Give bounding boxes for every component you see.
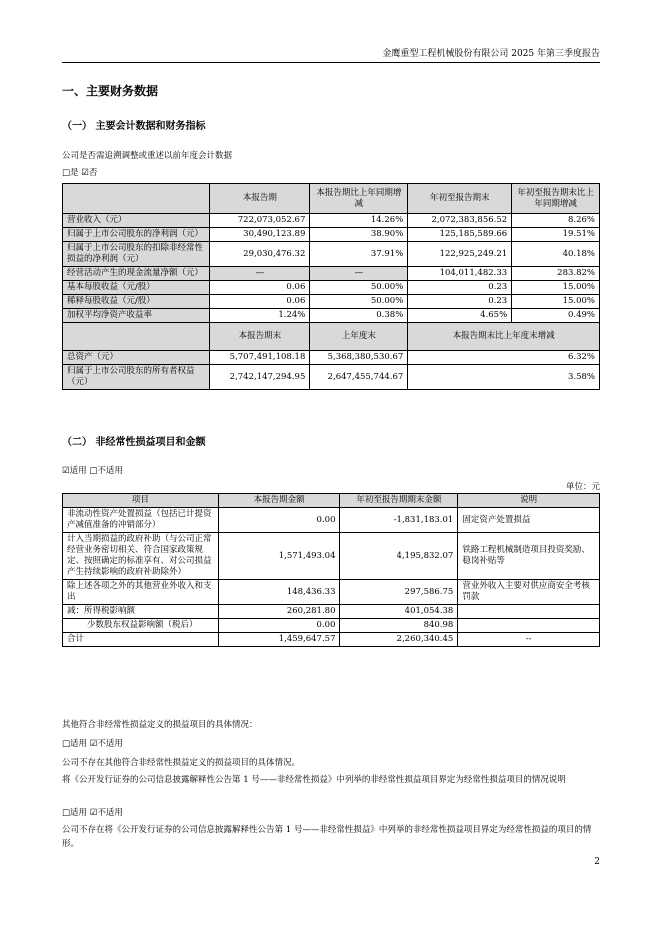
- cell: 5,368,380,530.67: [310, 351, 408, 365]
- table-row: [63, 228, 600, 242]
- table-row: [63, 633, 600, 647]
- col-header: 本报告期末: [210, 323, 310, 351]
- applicable-options: ☑适用 □不适用: [62, 466, 123, 476]
- cell: 4,195,832.07: [340, 533, 458, 580]
- row-label: 减：所得税影响额: [63, 605, 219, 619]
- cell: 50.00%: [310, 295, 408, 309]
- cell: 840.98: [340, 619, 458, 633]
- cell: 260,281.80: [218, 605, 340, 619]
- col-header: 本报告期比上年同期增减: [310, 184, 408, 214]
- restate-question: 公司是否需追溯调整或重述以前年度会计数据: [62, 151, 233, 161]
- cell: 401,054.38: [340, 605, 458, 619]
- cell: 29,030,476.32: [210, 242, 310, 267]
- cell: 30,490,123.89: [210, 228, 310, 242]
- restate-options: □是 ☑否: [62, 168, 98, 178]
- cell: 19.51%: [512, 228, 600, 242]
- row-label: 经营活动产生的现金流量净额（元）: [63, 267, 210, 281]
- cell: 0.49%: [512, 309, 600, 323]
- row-label: 非流动性资产处置损益（包括已计提资产减值准备的冲销部分）: [63, 508, 219, 533]
- cell: —: [310, 267, 408, 281]
- table-row: [63, 580, 600, 605]
- subsection-title-1: （一） 主要会计数据和财务指标: [62, 121, 206, 132]
- table-row: [63, 365, 600, 390]
- col-header: 本报告期金额: [218, 494, 340, 508]
- cell: 38.90%: [310, 228, 408, 242]
- reclass-question: 将《公开发行证券的公司信息披露解释性公告第 1 号——非经常性损益》中列举的非经常性损益项目界定为经常性损益项目的情况说明: [62, 775, 566, 785]
- col-header: [63, 323, 210, 351]
- cell: 283.82%: [512, 267, 600, 281]
- cell: 104,011,482.33: [408, 267, 512, 281]
- table-row: [63, 605, 600, 619]
- page-number: 2: [594, 857, 600, 867]
- row-label: 除上述各项之外的其他营业外收入和支出: [63, 580, 219, 605]
- cell: 4.65%: [408, 309, 512, 323]
- cell: 2,072,383,856.52: [408, 214, 512, 228]
- cell: 0.23: [408, 295, 512, 309]
- cell: 148,436.33: [218, 580, 340, 605]
- row-label: 计入当期损益的政府补助（与公司正常经营业务密切相关、符合国家政策规定、按照确定的标准享有、对公司损益产生持续影响的政府补助除外）: [63, 533, 219, 580]
- table-row: [63, 351, 600, 365]
- cell: 铁路工程机械制造项目投资奖励、稳岗补贴等: [458, 533, 600, 580]
- cell: 50.00%: [310, 281, 408, 295]
- col-header: 上年度末: [310, 323, 408, 351]
- cell: 0.23: [408, 281, 512, 295]
- cell: 3.58%: [408, 365, 600, 390]
- key-financial-table: [62, 183, 600, 390]
- cell: 6.32%: [408, 351, 600, 365]
- col-header: 说明: [458, 494, 600, 508]
- cell: 0.38%: [310, 309, 408, 323]
- col-header: 年初至报告期末比上年同期增减: [512, 184, 600, 214]
- cell: 15.00%: [512, 281, 600, 295]
- non-recurring-table: [62, 493, 600, 647]
- reclass-answer: 公司不存在将《公开发行证券的公司信息披露解释性公告第 1 号——非经常性损益》中列举的非经常性损益项目界定为经常性损益的项目的情形。: [62, 825, 592, 849]
- table-row: [63, 214, 600, 228]
- cell: 722,073,052.67: [210, 214, 310, 228]
- cell: 8.26%: [512, 214, 600, 228]
- cell: 2,647,455,744.67: [310, 365, 408, 390]
- cell: 37.91%: [310, 242, 408, 267]
- col-header: 本报告期: [210, 184, 310, 214]
- cell: —: [210, 267, 310, 281]
- cell: 5,707,491,108.18: [210, 351, 310, 365]
- table-row: [63, 508, 600, 533]
- cell: 40.18%: [512, 242, 600, 267]
- table-row: [63, 295, 600, 309]
- cell: 125,185,589.66: [408, 228, 512, 242]
- cell: 0.00: [218, 508, 340, 533]
- row-label: 合计: [63, 633, 219, 647]
- col-header: 年初至报告期期末金额: [340, 494, 458, 508]
- cell: 2,742,147,294.95: [210, 365, 310, 390]
- col-header: [63, 184, 210, 214]
- cell: 营业外收入主要对供应商安全考核罚款: [458, 580, 600, 605]
- col-header: 项目: [63, 494, 219, 508]
- cell: 1,459,647.57: [218, 633, 340, 647]
- row-label: 基本每股收益（元/股）: [63, 281, 210, 295]
- other-items-answer: 公司不存在其他符合非经常性损益定义的损益项目的具体情况。: [62, 758, 301, 768]
- cell: 0.00: [218, 619, 340, 633]
- section-title: 一、主要财务数据: [62, 84, 159, 98]
- table-row: [63, 619, 600, 633]
- cell: -1,831,183.01: [340, 508, 458, 533]
- row-label: 营业收入（元）: [63, 214, 210, 228]
- cell: --: [458, 633, 600, 647]
- row-label: 归属于上市公司股东的所有者权益（元）: [63, 365, 210, 390]
- cell: 1.24%: [210, 309, 310, 323]
- table-row: [63, 267, 600, 281]
- cell: 14.26%: [310, 214, 408, 228]
- col-header: 年初至报告期末: [408, 184, 512, 214]
- cell: 固定资产处置损益: [458, 508, 600, 533]
- cell: [458, 605, 600, 619]
- cell: 0.06: [210, 295, 310, 309]
- table-row: [63, 533, 600, 580]
- col-header: 本报告期末比上年度末增减: [408, 323, 600, 351]
- row-label: 稀释每股收益（元/股）: [63, 295, 210, 309]
- other-items-question: 其他符合非经常性损益定义的损益项目的具体情况：: [62, 720, 258, 730]
- subsection-title-2: （二） 非经常性损益项目和金额: [62, 437, 206, 448]
- cell: 122,925,249.21: [408, 242, 512, 267]
- cell: 297,586.75: [340, 580, 458, 605]
- page-header: 金鹰重型工程机械股份有限公司 2025 年第三季度报告: [382, 49, 600, 59]
- table-row: [63, 242, 600, 267]
- unit-label: 单位：元: [565, 482, 600, 492]
- table-row: [63, 309, 600, 323]
- cell: 2,260,340.45: [340, 633, 458, 647]
- reclass-options: □适用 ☑不适用: [62, 808, 123, 818]
- cell: 15.00%: [512, 295, 600, 309]
- header-rule: [62, 62, 600, 63]
- cell: 0.06: [210, 281, 310, 295]
- row-label: 少数股东权益影响额（税后）: [63, 619, 219, 633]
- other-items-options: □适用 ☑不适用: [62, 739, 123, 749]
- row-label: 归属于上市公司股东的扣除非经常性损益的净利润（元）: [63, 242, 210, 267]
- cell: [458, 619, 600, 633]
- table-row: [63, 281, 600, 295]
- row-label: 总资产（元）: [63, 351, 210, 365]
- cell: 1,571,493.04: [218, 533, 340, 580]
- row-label: 加权平均净资产收益率: [63, 309, 210, 323]
- row-label: 归属于上市公司股东的净利润（元）: [63, 228, 210, 242]
